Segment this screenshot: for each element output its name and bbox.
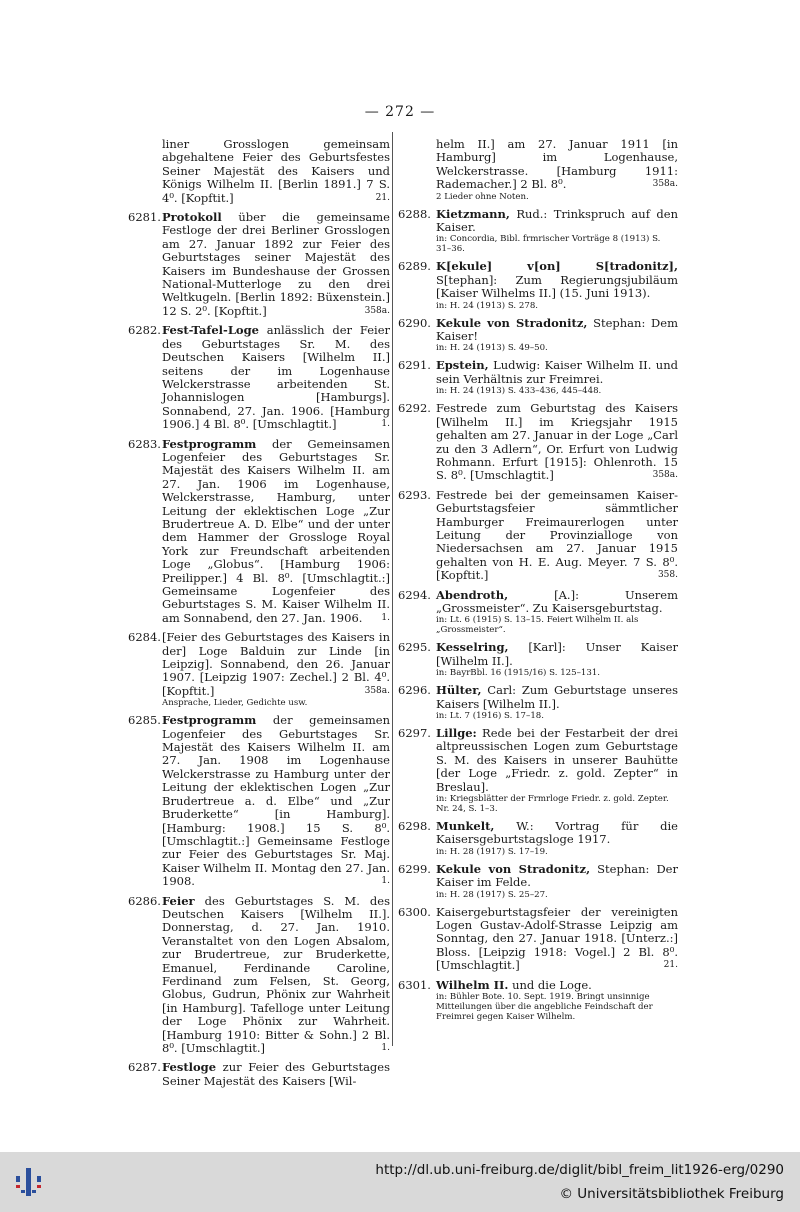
entry-title: Festprogramm [162, 713, 257, 728]
entry-title: Festprogramm [162, 436, 257, 451]
bib-entry [398, 208, 678, 255]
entry-number: 6285. [128, 713, 161, 728]
entry-text [436, 863, 678, 890]
bib-entry [398, 906, 678, 973]
bib-entry [398, 589, 678, 636]
entry-body: Ludwig: Kaiser Wilhelm II. und sein Verhältnis zur Freimrei. [436, 358, 678, 386]
entry-text [436, 906, 678, 973]
entry-body: [Feier des Geburtstages des Kaisers in der] Loge Balduin zur Linde [in Leipzig]. Sonnabend, den 26. Januar 1907. [Leipzig 1907: Zechel.] 2 Bl. 4⁰. [Kopftit.] [162, 630, 390, 698]
entry-text [436, 684, 678, 711]
entry-text [162, 324, 390, 431]
entry-text [436, 402, 678, 482]
entry-body: zur Feier des Geburtstages Seiner Majestät des Kaisers [Wil- [162, 1060, 390, 1088]
entry-title: Kekule von Stradonitz, [436, 861, 591, 876]
entry-body: helm II.] am 27. Januar 1911 [in Hamburg] im Logenhause, Welckerstrasse. [Hamburg 1911: Rademacher.] 2 Bl. 8⁰. [436, 137, 678, 192]
entry-number: 6299. [398, 861, 431, 876]
entry-title: Kietzmann, [436, 206, 510, 221]
entry-note: in: H. 24 (1913) S. 278. [436, 300, 539, 311]
entry-text [436, 489, 678, 583]
entry-number: 6281. [128, 210, 161, 225]
entry-tag: 358a. [364, 305, 390, 316]
entry-number: 6294. [398, 587, 431, 602]
entry-number: 6297. [398, 726, 431, 740]
entry-body: Stephan: Dem Kaiser! [436, 315, 678, 344]
entry-body: [Karl]: Unser Kaiser [Wilhelm II.]. [436, 640, 678, 668]
bib-entry [398, 820, 678, 857]
bib-entry [398, 402, 678, 482]
entry-number: 6295. [398, 640, 431, 655]
entry-note: in: H. 28 (1917) S. 25–27. [436, 889, 548, 900]
entry-title: Abendroth, [436, 587, 509, 602]
footer-bar [0, 1152, 800, 1212]
entry-note: in: Bühler Bote. 10. Sept. 1919. Bringt unsinnige Mitteilungen über die angebliche Feindschaft der Freimrei gegen Kaiser Wilhelm. [436, 992, 653, 1023]
entry-note: Ansprache, Lieder, Gedichte usw. [162, 698, 308, 709]
bib-entry [398, 641, 678, 678]
entry-note: in: H. 24 (1913) S. 433–436, 445–448. [436, 386, 602, 397]
left-column [128, 138, 390, 1094]
entry-title: K[ekule] v[on] S[tradonitz], [436, 259, 678, 274]
bib-entry [398, 684, 678, 721]
bib-entry [128, 895, 390, 1056]
bib-entry [128, 631, 390, 708]
entry-tag: 21. [663, 960, 678, 971]
entry-title: Feier [162, 893, 195, 908]
entry-number: 6283. [128, 436, 161, 451]
entry-number: 6286. [128, 893, 161, 908]
entry-text [436, 820, 678, 847]
entry-title: Lillge: [436, 726, 477, 740]
entry-title: Wilhelm II. [436, 977, 509, 992]
entry-number: 6296. [398, 683, 431, 698]
source-url-link[interactable]: http://dl.ub.uni-freiburg.de/diglit/bibl_freim_lit1926-erg/0290 [375, 1162, 784, 1178]
entry-body: Rede bei der Festarbeit der drei altpreussischen Logen zum Geburtstage S. M. des Kaisers in unserer Bauhütte [der Loge „Friedr. z. gold. Zepter“ in Breslau]. [436, 726, 678, 794]
entry-note: in: Kriegsblätter der Frmrloge Friedr. z. gold. Zepter. Nr. 24, S. 1–3. [436, 794, 669, 815]
entry-number: 6288. [398, 206, 431, 221]
bib-entry [398, 138, 678, 202]
entry-body: liner Grosslogen gemeinsam abgehaltene Feier des Geburtsfestes Seiner Majestät des Kaisers und Königs Wilhelm II. [Berlin 1891.] 7 S. 4⁰. [Kopftit.] [162, 137, 390, 205]
entry-note: in: H. 24 (1913) S. 49–50. [436, 343, 548, 354]
entry-text [436, 138, 678, 192]
entry-title: Protokoll [162, 210, 222, 225]
entry-text [436, 260, 678, 300]
entry-note: in: Lt. 7 (1916) S. 17–18. [436, 711, 544, 721]
bib-entry [398, 727, 678, 814]
entry-tag: 358a. [364, 685, 390, 696]
entry-body: S[tephan]: Zum Regierungsjubiläum [Kaiser Wilhelms II.] (15. Juni 1913). [436, 272, 678, 301]
entry-tag: 358a. [652, 179, 678, 190]
entry-text [162, 895, 390, 1056]
entry-text [162, 438, 390, 626]
entry-note: in: Lt. 6 (1915) S. 13–15. Feiert Wilhelm II. als „Grossmeister“. [436, 615, 639, 636]
entry-body: Festrede zum Geburtstag des Kaisers [Wilhelm II.] im Kriegsjahr 1915 gehalten am 27. Januar in der Loge „Carl zu den 3 Adlern“, Or. Erfurt von Ludwig Rohmann. Erfurt [1915]: Ohlenroth. 15 S. 8⁰. [Umschlagtit.] [436, 401, 678, 483]
bib-entry [128, 138, 390, 205]
bib-entry [128, 438, 390, 626]
bib-entry [128, 211, 390, 318]
entry-title: Hülter, [436, 683, 482, 698]
entry-body: Kaisergeburtstagsfeier der vereinigten Logen Gustav-Adolf-Strasse Leipzig am Sonntag, den 27. Januar 1918. [Unterz.:] Bloss. [Leipzig 1918: Vogel.] 2 Bl. 8⁰. [Umschlagtit.] [436, 904, 678, 973]
bib-entry [128, 714, 390, 888]
bib-entry [398, 489, 678, 583]
column-divider [392, 132, 393, 1046]
entry-body: [A.]: Unserem „Grossmeister“. Zu Kaisersgeburtstag. [436, 587, 678, 615]
entry-number: 6287. [128, 1060, 161, 1075]
entry-text [162, 1061, 390, 1088]
entry-number: 6290. [398, 315, 431, 330]
entry-body: Carl: Zum Geburtstage unseres Kaisers [Wilhelm II.]. [436, 683, 678, 711]
entry-number: 6293. [398, 487, 431, 502]
entry-text [436, 589, 678, 616]
entry-title: Festloge [162, 1060, 217, 1075]
entry-number: 6292. [398, 401, 431, 416]
entry-text [162, 714, 390, 888]
entry-body: Rud.: Trinkspruch auf den Kaiser. [436, 206, 678, 235]
copyright-text: © Universitätsbibliothek Freiburg [559, 1186, 784, 1202]
bib-entry [398, 979, 678, 1022]
entry-body: über die gemeinsame Festloge der drei Berliner Grosslogen am 27. Januar 1892 zur Feier des Geburtstages seiner Majestät des Kaisers im Bundeshause der Grossen National-Mutterloge zu den drei Weltkugeln. [Berlin 1892: Büxenstein.] 12 S. 2⁰. [Kopftit.] [162, 210, 390, 318]
entry-tag: 21. [375, 192, 390, 203]
entry-number: 6289. [398, 259, 431, 274]
entry-title: Kesselring, [436, 640, 509, 655]
ub-freiburg-logo-icon [12, 1164, 48, 1200]
entry-number: 6301. [398, 977, 431, 992]
entry-number: 6300. [398, 904, 431, 919]
entry-note: in: Concordia, Bibl. frmrischer Vorträge 8 (1913) S. 31–36. [436, 234, 661, 255]
entry-body: der gemeinsamen Logenfeier des Geburtstages Sr. Majestät des Kaisers Wilhelm II. am 27. Jan. 1908 im Logenhause Welckerstrasse zu Hamburg unter der Leitung der eklektischen Logen „Zur Brudertreue a. d. Elbe“ und „Zur Bruderkette“ [in Hamburg]. [Hamburg: 1908.] 15 S. 8⁰. [Umschlagtit.:] Gemeinsame Festloge zur Feier des Geburtstages Sr. Maj. Kaiser Wilhelm II. Montag den 27. Jan. 1908. [162, 713, 390, 889]
entry-tag: 1. [381, 1043, 390, 1053]
entry-text [162, 138, 390, 205]
entry-title: Kekule von Stradonitz, [436, 315, 588, 330]
entry-note: in: BayrBbl. 16 (1915/16) S. 125–131. [436, 668, 601, 679]
entry-text [436, 727, 678, 794]
bib-entry [128, 324, 390, 431]
entry-title: Epstein, [436, 358, 489, 373]
entry-title: Munkelt, [436, 819, 495, 834]
bib-entry [398, 317, 678, 354]
entry-tag: 1. [381, 612, 390, 623]
entry-tag: 358a. [652, 470, 678, 481]
entry-body: W.: Vortrag für die Kaisersgeburtstagsloge 1917. [436, 819, 678, 847]
entry-text [436, 641, 678, 668]
bib-entry [398, 260, 678, 310]
entry-title: Fest-Tafel-Loge [162, 323, 259, 338]
entry-number: 6291. [398, 358, 431, 373]
page-number: — 272 — [364, 104, 436, 120]
entry-body: der Gemeinsamen Logenfeier des Geburtstages Sr. Majestät des Kaisers Wilhelm II. am 27. Jan. 1906 im Logenhause, Welckerstrasse, Hamburg, unter Leitung der eklektischen Loge „Zur Brudertreue A. D. Elbe“ und der unter dem Hammer der Grossloge Royal York zur Freundschaft arbeitenden Loge „Globus“. [Hamburg 1906: Preilipper.] 4 Bl. 8⁰. [Umschlagtit.:] Gemeinsame Logenfeier des Geburtstages S. M. Kaiser Wilhelm II. am Sonnabend, den 27. Jan. 1906. [162, 436, 390, 625]
entry-body: des Geburtstages S. M. des Deutschen Kaisers [Wilhelm II.]. Donnerstag, d. 27. Jan. 1910. Veranstaltet von den Logen Absalom, zur Brudertreue, zur Bruderkette, Emanuel, Ferdinande Caroline, Ferdinand zum Felsen, St. Georg, Globus, Gudrun, Phönix zur Wahrheit [in Hamburg]. Tafelloge unter Leitung der Loge Phönix zur Wahrheit. [Hamburg 1910: Bitter & Sohn.] 2 Bl. 8⁰. [Umschlagtit.] [162, 893, 390, 1055]
entry-note: in: H. 28 (1917) S. 17–19. [436, 846, 548, 857]
entry-tag: 1. [381, 876, 390, 887]
entry-text [436, 359, 678, 386]
entry-number: 6282. [128, 323, 161, 338]
entry-body: anlässlich der Feier des Geburtstages Sr. M. des Deutschen Kaisers [Wilhelm II.] seitens der im Logenhause Welckerstrasse arbeitenden St. Johannislogen [Hamburgs]. Sonnabend, 27. Jan. 1906. [Hamburg 1906.] 4 Bl. 8⁰. [Umschlagtit.] [162, 323, 390, 432]
entry-tag: 1. [381, 419, 390, 430]
bib-entry [128, 1061, 390, 1088]
entry-tag: 358. [657, 570, 678, 581]
entry-text [436, 317, 678, 344]
entry-text [436, 208, 678, 235]
entry-body: Stephan: Der Kaiser im Felde. [436, 861, 678, 890]
bib-entry [398, 863, 678, 900]
right-column [398, 138, 678, 1028]
entry-note: 2 Lieder ohne Noten. [436, 191, 529, 202]
entry-text [162, 211, 390, 318]
entry-text [162, 631, 390, 698]
entry-body: Festrede bei der gemeinsamen Kaiser-Geburtstagsfeier sämmtlicher Hamburger Freimaurerlogen unter Leitung der Provinzialloge von Niedersachsen am 27. Januar 1915 gehalten von H. E. Aug. Meyer. 7 S. 8⁰. [Kopftit.] [436, 487, 678, 583]
entry-body: und die Loge. [508, 977, 592, 992]
bib-entry [398, 359, 678, 396]
entry-text [436, 979, 678, 992]
entry-number: 6298. [398, 819, 431, 834]
entry-number: 6284. [128, 630, 161, 645]
